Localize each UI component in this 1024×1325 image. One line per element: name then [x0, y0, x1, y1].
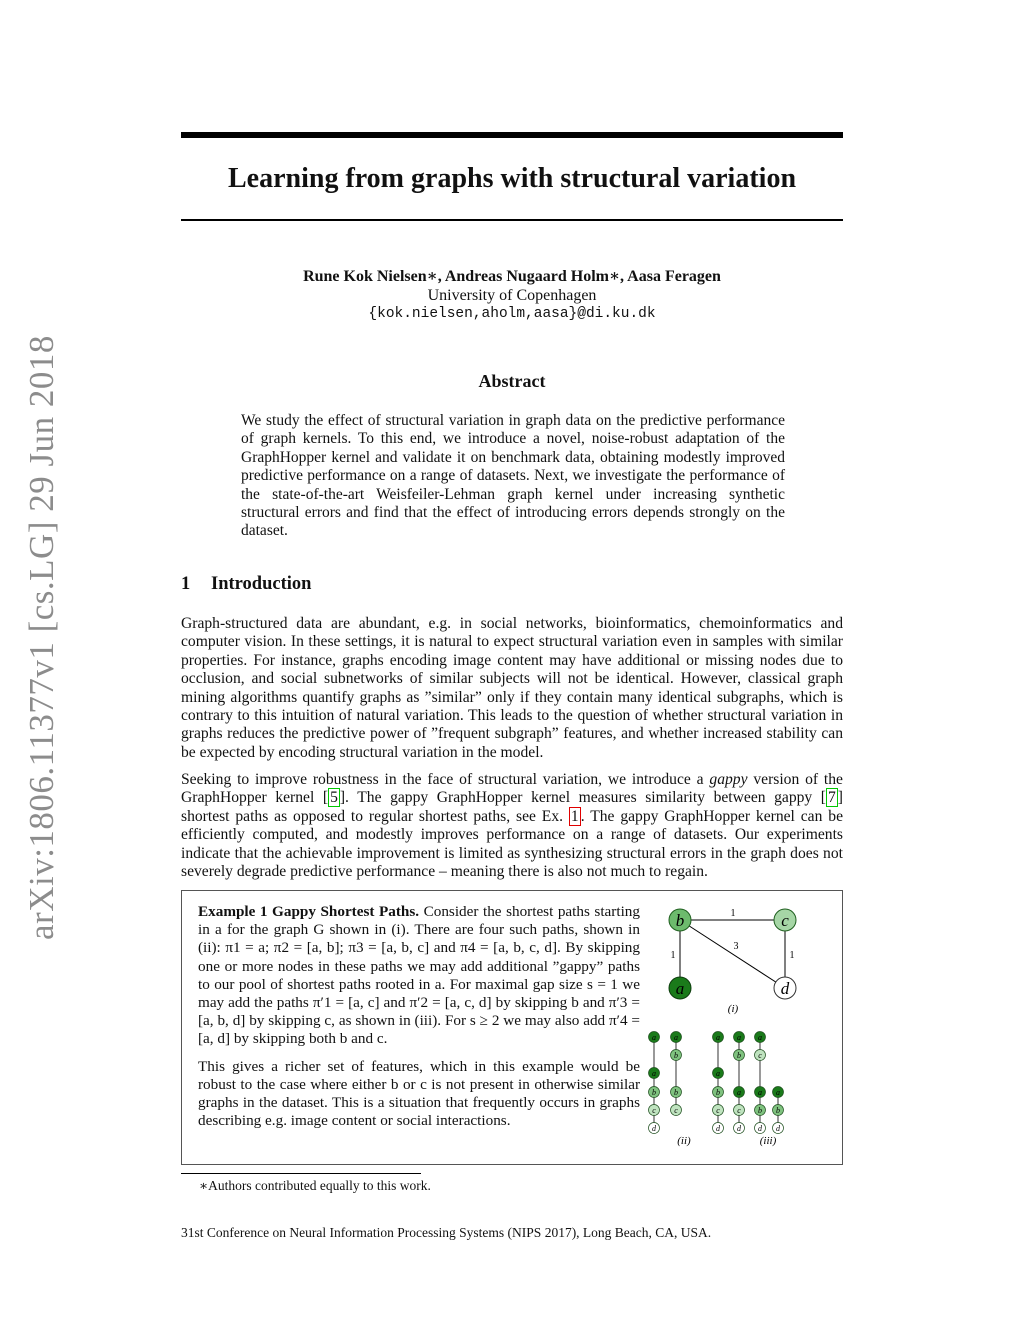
example-box: [181, 890, 843, 1165]
example-title: Example 1 Gappy Shortest Paths.: [198, 903, 420, 920]
example-body-1: Consider the shortest paths starting in a for the graph G shown in (i). There are four such paths, shown in (ii): π1 = a; π2 = [a, b]; π3 = [a, b, c] and π4 = [a, b, c, d]. By skipping one or more nodes in these paths we may add additional ”gappy” paths to our pool of shortest paths rooted in a. For maximal gap size s = 1 we may add the paths π′1 = [a, c] and π′2 = [a, c, d] by skipping b and π′3 = [a, b, d] by skipping c, as shown in (iii). For s ≥ 2 we may also add π′4 = [a, d] by skipping both b and c.: [198, 903, 640, 1048]
path-node-label: a: [716, 1033, 720, 1042]
section-number: 1: [181, 574, 191, 594]
example-paragraph-1: [198, 903, 640, 1049]
conference-note: 31st Conference on Neural Information Processing Systems (NIPS 2017), Long Beach, CA, USA.: [181, 1225, 712, 1240]
title-rule-top: [181, 132, 843, 138]
intro-paragraph-1: Graph-structured data are abundant, e.g. in social networks, bioinformatics, chemoinformatics and computer vision. In these settings, it is natural to expect structural variation even in samples with similar properties. For instance, graphs encoding image content may have additional or missing nodes due to occlusion, and social subnetworks of similar subjects will not be identical. However, classical graph mining algorithms quantify graphs as ”similar” only if they contain many identical subgraphs, which is contrary to this intuition of natural variation. This leads to the question of whether structural variation in graphs reduces the predictive power of ”frequent subgraph” features, and whether increased stability can be expected by encoding structural variation in the model.: [181, 615, 843, 761]
node-label: b: [675, 911, 685, 930]
path-node-label: b: [674, 1088, 678, 1097]
path-node-label: b: [674, 1051, 678, 1060]
path-node-label: a: [737, 1033, 741, 1042]
para2-text-d: ] shortest paths as opposed to regular shortest paths, see Ex.: [181, 789, 843, 825]
example-paragraph-2: This gives a richer set of features, which in this example would be robust to the case where either b or c is not present in otherwise similar graphs in the dataset. This is a situation that frequently occurs in graphs describing e.g. image content or social interactions.: [198, 1057, 640, 1130]
path-node-label: a: [758, 1088, 762, 1097]
abstract-heading: Abstract: [478, 371, 546, 391]
example-figure: [644, 899, 840, 1161]
para2-text-a: Seeking to improve robustness in the face of structural variation, we introduce a: [181, 771, 710, 788]
path-node-label: d: [776, 1124, 780, 1133]
path-node-label: c: [652, 1106, 656, 1115]
path-node-label: d: [652, 1124, 656, 1133]
path-node-label: c: [758, 1051, 762, 1060]
path-node-label: d: [758, 1124, 762, 1133]
paper-title: Learning from graphs with structural variation: [227, 163, 797, 194]
author-email: {kok.nielsen,aholm,aasa}@di.ku.dk: [368, 306, 656, 322]
author-block: [181, 268, 843, 324]
para2-text-c: ]. The gappy GraphHopper kernel measures similarity between gappy [: [339, 789, 826, 807]
path-node-label: a: [652, 1033, 656, 1042]
path-diagrams: [649, 1032, 784, 1134]
graph-i: [669, 908, 796, 1015]
path-node-label: b: [776, 1106, 780, 1115]
para2-text-b: version of the GraphHopper kernel [: [181, 771, 843, 807]
path-node-label: b: [758, 1106, 762, 1115]
node-label: d: [780, 979, 790, 998]
para2-text-e: . The gappy GraphHopper kernel can be efficiently computed, and modestly improves performance on a range of datasets. Our experiments indicate that the achievable improvement is limited as synthesizing structural errors in the graph does not severely degrade predictive performance – meaning there is also not much to regain.: [181, 807, 843, 881]
path-node-label: a: [776, 1088, 780, 1097]
path-node-label: a: [737, 1088, 741, 1097]
caption-i: (i): [727, 1003, 739, 1015]
path-node-label: a: [758, 1033, 762, 1042]
caption-iii: (iii): [759, 1135, 777, 1147]
path-node-label: a: [652, 1069, 656, 1078]
arxiv-identifier: arXiv:1806.11377v1 [cs.LG] 29 Jun 2018: [22, 335, 61, 940]
footnote: ∗Authors contributed equally to this work.: [199, 1178, 431, 1193]
section-heading: [181, 574, 311, 595]
author-affiliation: University of Copenhagen: [427, 286, 597, 304]
path-node-label: b: [716, 1088, 720, 1097]
caption-ii: (ii): [677, 1135, 691, 1147]
weight-label: 1: [730, 908, 736, 919]
footnote-rule: [181, 1173, 421, 1174]
title-rule-bottom: [181, 219, 843, 221]
weight-label: 1: [670, 950, 676, 961]
intro-paragraph-2: [181, 771, 843, 881]
path-node-label: d: [716, 1124, 720, 1133]
path-node-label: b: [652, 1088, 656, 1097]
node-label: a: [675, 979, 685, 998]
author-names: Rune Kok Nielsen∗, Andreas Nugaard Holm∗, Aasa Feragen: [303, 268, 721, 285]
path-node-label: c: [674, 1106, 678, 1115]
weight-label: 3: [733, 941, 739, 952]
citation-link-5[interactable]: 5: [330, 789, 338, 807]
section-title: Introduction: [211, 574, 312, 594]
path-node-label: a: [674, 1033, 678, 1042]
weight-label: 1: [789, 950, 795, 961]
path-node-label: c: [716, 1106, 720, 1115]
node-label: c: [781, 911, 789, 930]
edge-b-d: [680, 920, 785, 988]
para2-gappy: gappy: [709, 771, 748, 788]
example-text: [198, 903, 640, 1130]
citation-link-7[interactable]: 7: [828, 789, 836, 807]
path-node-label: c: [737, 1106, 741, 1115]
example-ref-link[interactable]: 1: [570, 807, 579, 825]
path-node-label: b: [737, 1051, 741, 1060]
path-node-label: d: [737, 1124, 741, 1133]
path-node-label: a: [716, 1069, 720, 1078]
abstract-text: We study the effect of structural variation in graph data on the predictive performance of graph kernels. To this end, we introduce a novel, noise-robust adaptation of the GraphHopper kernel and validate it on benchmark data, obtaining modestly improved predictive performance on a range of datasets. Next, we investigate the performance of the state-of-the-art Weisfeiler-Lehman graph kernel under increasing synthetic structural errors and find that the effect of introducing errors depends strongly on the dataset.: [241, 412, 785, 540]
